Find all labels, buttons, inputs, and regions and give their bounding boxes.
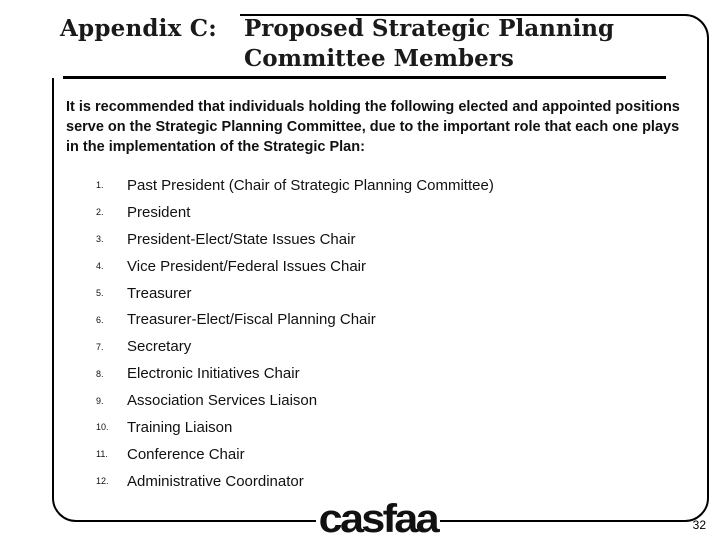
list-item — [96, 280, 494, 307]
title-divider — [63, 76, 666, 79]
item-text: Secretary — [127, 338, 192, 356]
item-number: 10. — [96, 422, 109, 433]
item-text: Administrative Coordinator — [127, 472, 304, 490]
appendix-label: Appendix C: — [60, 15, 217, 42]
item-text: Association Services Liaison — [127, 392, 318, 410]
item-number: 6. — [96, 314, 104, 325]
item-text: President — [127, 203, 191, 221]
page-title: Proposed Strategic Planning Committee Members — [244, 15, 615, 72]
list-item — [96, 387, 494, 414]
intro-paragraph: It is recommended that individuals holding the following elected and appointed positions serve on the Strategic Planning Committee, due to the important role that each one plays in the implementation of the Strategic Plan: — [66, 99, 680, 155]
list-item — [96, 172, 494, 199]
item-number: 5. — [96, 288, 104, 298]
item-text: Past President (Chair of Strategic Planning Committee) — [127, 176, 494, 194]
item-text: Treasurer — [127, 284, 192, 302]
list-item — [96, 199, 494, 226]
item-text: Vice President/Federal Issues Chair — [127, 257, 367, 275]
item-number: 12. — [96, 476, 109, 487]
item-number: 11. — [96, 449, 108, 460]
list-item — [96, 253, 494, 280]
list-item — [96, 333, 494, 360]
item-text: Conference Chair — [127, 445, 245, 463]
logo-text: casfaa — [318, 497, 438, 541]
list-item — [96, 468, 494, 495]
item-number: 7. — [96, 341, 104, 352]
item-number: 9. — [96, 395, 104, 406]
item-text: Electronic Initiatives Chair — [127, 365, 300, 383]
item-text: Treasurer-Elect/Fiscal Planning Chair — [127, 311, 376, 329]
item-number: 2. — [96, 207, 104, 218]
list-item — [96, 414, 494, 441]
item-number: 4. — [96, 261, 104, 272]
casfaa-logo — [316, 497, 440, 541]
list-item — [96, 441, 494, 468]
list-item — [96, 306, 494, 333]
committee-members-list — [96, 172, 494, 495]
item-number: 8. — [96, 368, 104, 379]
item-number: 1. — [96, 180, 104, 191]
list-item — [96, 226, 494, 253]
list-item — [96, 360, 494, 387]
item-text: Training Liaison — [127, 418, 233, 436]
page-number: 32 — [692, 518, 706, 532]
item-number: 3. — [96, 234, 104, 245]
item-text: President-Elect/State Issues Chair — [127, 230, 356, 248]
